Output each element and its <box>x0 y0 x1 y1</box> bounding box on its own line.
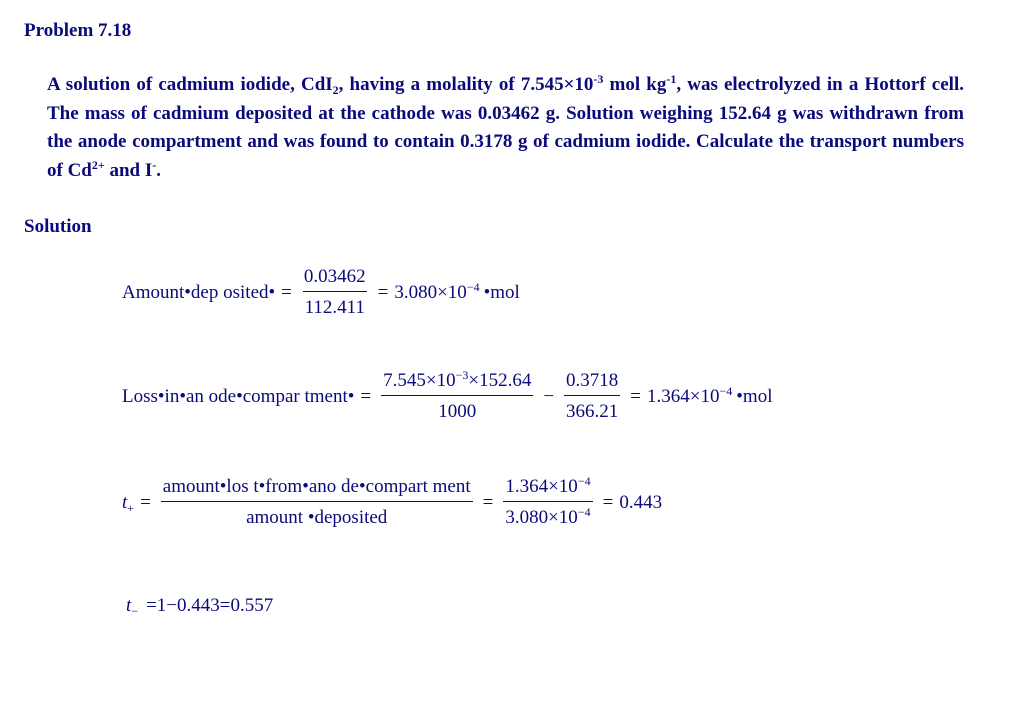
solution-title: Solution <box>24 216 92 237</box>
eq3-fraction-1 <box>161 476 473 529</box>
eq2-denominator-2: 366.21 <box>564 395 620 423</box>
eq2-equals-2: = <box>630 385 642 407</box>
eq1-numerator: 0.03462 <box>303 266 366 287</box>
eq3-lhs: $t_+$ <box>122 491 135 515</box>
eq2-equals: = <box>360 385 372 407</box>
eq3-equals: = <box>140 491 151 513</box>
equation-transport-anion <box>126 595 273 617</box>
eq3-fraction-2 <box>503 476 592 529</box>
eq2-lhs: Loss•in•an ode•compar tment• <box>122 385 355 407</box>
eq2-numerator-2: 0.3718 <box>566 370 619 391</box>
eq1-lhs: Amount•dep osited• <box>122 281 276 303</box>
eq2-numerator-1: $7.545\times 10^{-3}\times 152.64$ <box>383 368 532 391</box>
eq4-expression: =1−0.443=0.557 <box>146 595 274 616</box>
eq1-denominator: 112.411 <box>303 291 367 319</box>
eq1-result: $3.080\times 10^{-4}$ <box>394 279 480 303</box>
problem-title: Problem 7.18 <box>24 20 132 41</box>
eq1-equals: = <box>281 281 292 303</box>
eq3-equals-2: = <box>482 491 494 513</box>
eq2-fraction-2 <box>564 370 620 423</box>
eq2-fraction-1 <box>381 370 533 423</box>
eq1-equals-2: = <box>377 281 389 303</box>
eq3-denominator-2: $3.080\times 10^{-4}$ <box>503 501 592 529</box>
eq2-minus: − <box>543 385 555 407</box>
eq4-lhs: $t_-$ <box>126 595 139 618</box>
eq3-numerator-2: $1.364\times 10^{-4}$ <box>505 474 591 497</box>
eq2-unit: •mol <box>736 385 773 407</box>
equation-amount-deposited <box>122 266 520 319</box>
eq1-unit: •mol <box>483 281 520 303</box>
eq3-numerator-1: amount•los t•from•ano de•compart ment <box>162 476 471 497</box>
equation-loss-anode <box>122 370 772 423</box>
eq3-equals-3: = <box>602 491 614 513</box>
problem-statement: A solution of cadmium iodide, CdI$_2$, having a molality of $7.545\times 10^{-3}$ mol $kg^{-1}$, was electrolyzed in a Hottorf cell. The mass of cadmium deposited at the cathode was 0.03462 g. Solution weighing 152.64 g was withdrawn from the anode compartment and was found to contain 0.3178 g of cadmium iodide. Calculate the transport numbers of $Cd^{2+}$ and I-. <box>47 72 964 181</box>
eq3-denominator-1: amount •deposited <box>161 501 473 529</box>
eq1-fraction <box>302 266 368 319</box>
eq2-result: $1.364\times 10^{-4}$ <box>647 383 733 407</box>
eq3-result: 0.443 <box>619 491 663 513</box>
eq2-denominator-1: 1000 <box>381 395 533 423</box>
equation-transport-cation <box>122 476 662 529</box>
